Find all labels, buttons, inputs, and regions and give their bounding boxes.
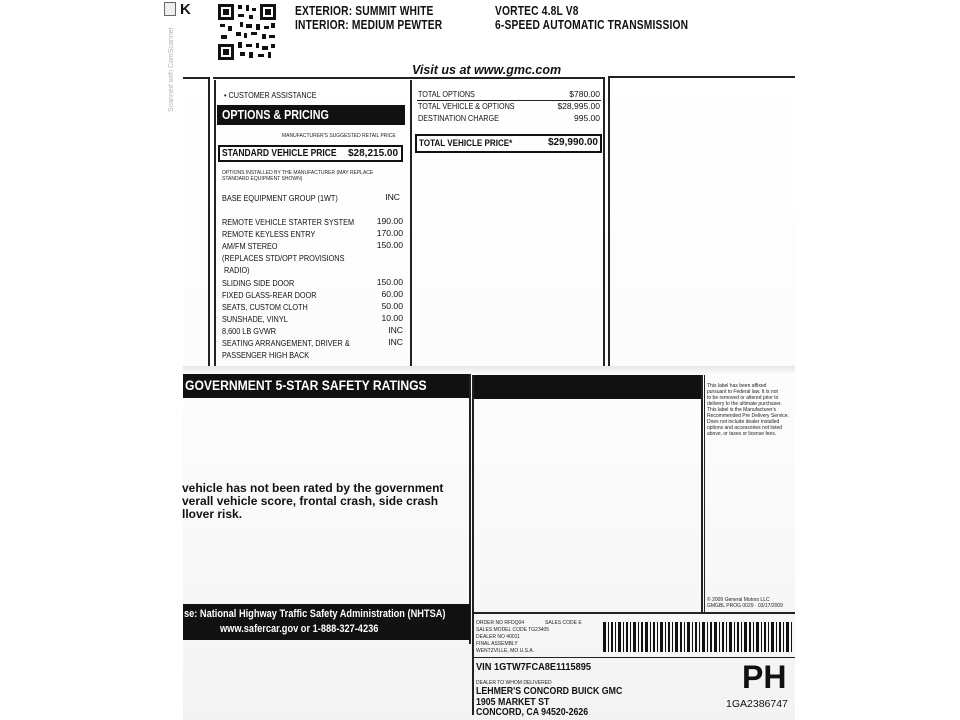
dealer-name: LEHMER'S CONCORD BUICK GMC [476, 686, 623, 697]
option-price: INC [388, 325, 403, 335]
installed-note-line-1: OPTIONS INSTALLED BY THE MANUFACTURER (MAY REPLACE [222, 170, 374, 176]
totals-frame-right [603, 77, 605, 367]
installed-note-line-2: STANDARD EQUIPMENT SHOWN) [222, 176, 303, 182]
engine: VORTEC 4.8L V8 [495, 4, 579, 18]
transmission: 6-SPEED AUTOMATIC TRANSMISSION [495, 18, 689, 32]
option-name: PASSENGER HIGH BACK [222, 350, 310, 360]
right-frame [608, 76, 610, 368]
customer-assistance: • CUSTOMER ASSISTANCE [224, 90, 317, 100]
source-line-2[interactable]: www.safercar.gov or 1-888-327-4236 [220, 623, 379, 635]
option-price: 50.00 [381, 301, 403, 311]
center-panel-left [472, 375, 474, 715]
safety-text-line-1: vehicle has not been rated by the government [182, 481, 444, 495]
scanner-badge: K [180, 1, 191, 18]
copyright: © 2009 General Motors LLC [707, 597, 770, 603]
final-assembly-label: FINAL ASSEMBLY [476, 641, 518, 647]
option-price: 10.00 [381, 313, 403, 323]
legal-line: above, or taxes or license fees. [707, 431, 777, 437]
assembly-location: WENTZVILLE, MO U.S.A. [476, 648, 535, 654]
option-name: SEATS, CUSTOM CLOTH [222, 302, 308, 312]
option-name: (REPLACES STD/OPT PROVISIONS [222, 253, 345, 263]
top-rule-right [608, 76, 795, 78]
order-number: ORDER NO RFDQ04 [476, 620, 525, 626]
sales-model-code: SALES MODEL CODE TG23405 [476, 627, 550, 633]
scanner-logo-icon [164, 2, 176, 16]
source-line-1: se: National Highway Traffic Safety Administration (NHTSA) [184, 608, 446, 620]
options-frame-right [410, 80, 412, 368]
standard-price-label: STANDARD VEHICLE PRICE [222, 148, 337, 159]
standard-price: $28,215.00 [348, 148, 399, 159]
qr-code-icon [216, 2, 278, 62]
option-price: 170.00 [376, 228, 403, 238]
dealer-number: DEALER NO 40011 [476, 634, 520, 640]
total-vehicle-options-label: TOTAL VEHICLE & OPTIONS [418, 101, 515, 111]
legal-line: Recommended Pre Delivery Service. [707, 413, 789, 419]
dealer-street: 1905 MARKET ST [476, 697, 550, 708]
total-options-value: $780.00 [569, 89, 600, 99]
destination-charge-value: 995.00 [574, 113, 600, 123]
option-name: SUNSHADE, VINYL [222, 314, 288, 324]
base-equipment-group: BASE EQUIPMENT GROUP (1WT) [222, 193, 338, 203]
vin: VIN 1GTW7FCA8E1115895 [476, 661, 592, 673]
plant-code: PH [742, 659, 787, 695]
option-name: REMOTE KEYLESS ENTRY [222, 229, 316, 239]
legal-line: pursuant to Federal law. It is not [707, 389, 778, 395]
base-equipment-price: INC [385, 192, 400, 202]
option-name: RADIO) [222, 265, 250, 275]
total-price-value: $29,990.00 [547, 137, 598, 148]
legal-line: This label has been affixed [707, 383, 767, 389]
option-name: SLIDING SIDE DOOR [222, 278, 295, 288]
option-name: 8,600 LB GVWR [222, 326, 277, 336]
website-link[interactable]: Visit us at www.gmc.com [412, 63, 562, 77]
legal-frame-left [704, 375, 705, 613]
control-code: 1GA2386747 [726, 698, 788, 710]
delivered-label: DEALER TO WHOM DELIVERED [476, 680, 552, 686]
option-name: REMOTE VEHICLE STARTER SYSTEM [222, 217, 355, 227]
total-price-label: TOTAL VEHICLE PRICE* [419, 138, 513, 149]
option-name: AM/FM STEREO [222, 241, 278, 251]
option-price: 190.00 [376, 216, 403, 226]
option-price: 150.00 [376, 240, 403, 250]
center-panel-bar [473, 375, 701, 399]
exterior-color: EXTERIOR: SUMMIT WHITE [295, 4, 434, 18]
dealer-city: CONCORD, CA 94520-2626 [476, 707, 589, 718]
destination-charge-label: DESTINATION CHARGE [418, 113, 499, 123]
scanner-side-text: Scanned with CamScanner [168, 27, 175, 112]
center-panel-right [701, 375, 703, 613]
legal-line: This label is the Manufacturer's [707, 407, 777, 413]
legal-line: delivery to the ultimate purchaser. [707, 401, 782, 407]
safety-text-line-3: llover risk. [182, 507, 243, 521]
option-name: FIXED GLASS-REAR DOOR [222, 290, 317, 300]
total-vehicle-options-value: $28,995.00 [557, 101, 600, 111]
legal-line: options and accessories not listed [707, 425, 783, 431]
options-title: OPTIONS & PRICING [222, 108, 329, 122]
option-price: 150.00 [376, 277, 403, 287]
top-rule-left [183, 77, 208, 79]
vin-rule [472, 657, 795, 658]
legal-line: to be removed or altered prior to [707, 395, 779, 401]
form-number: GMGBL PROG 0029 · 03/17/2009 [707, 603, 783, 609]
sales-code: SALES CODE E [545, 620, 582, 626]
option-price: INC [388, 337, 403, 347]
center-panel-bottom [472, 612, 795, 614]
top-rule-mid [213, 77, 603, 79]
safety-title: GOVERNMENT 5-STAR SAFETY RATINGS [185, 378, 427, 393]
total-options-label: TOTAL OPTIONS [418, 89, 475, 99]
legal-line: Does not include dealer installed [707, 419, 780, 425]
interior-color: INTERIOR: MEDIUM PEWTER [295, 18, 443, 32]
msrp-label: MANUFACTURER'S SUGGESTED RETAIL PRICE [282, 133, 396, 139]
option-price: 60.00 [381, 289, 403, 299]
option-name: SEATING ARRANGEMENT, DRIVER & [222, 338, 350, 348]
barcode-icon [603, 622, 793, 652]
left-frame [208, 77, 210, 367]
options-frame-left [214, 80, 216, 370]
safety-text-line-2: verall vehicle score, frontal crash, side crash [182, 494, 439, 508]
